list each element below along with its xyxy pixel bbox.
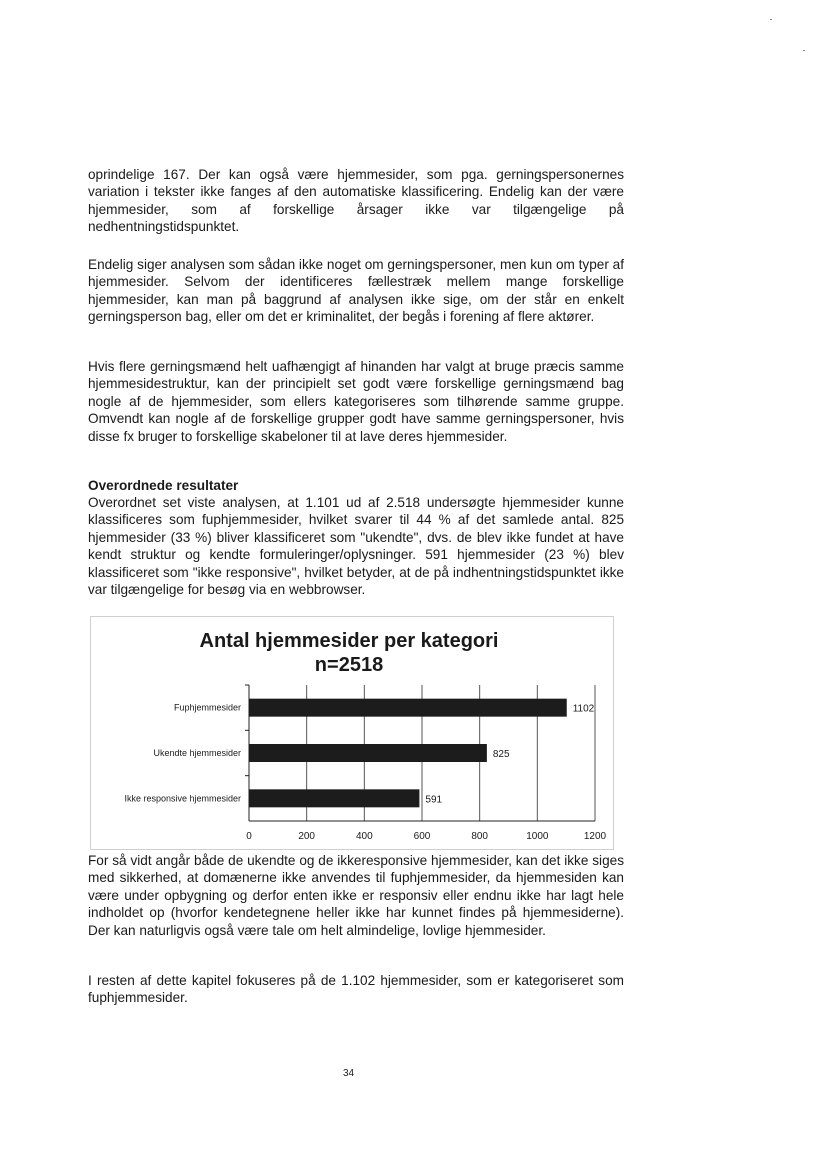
paragraph-text: Hvis flere gerningsmænd helt uafhængigt af hinanden har valgt at bruge præcis samme hjemmesidestruktur, kan der principielt set godt være forskellige gerningsmænd bag nogle af de hjemmesider, som ellers kategoriseres som tilhørende samme gruppe. Omvendt kan nogle af de forskellige grupper godt have samme gerningspersoner, hvis disse fx bruger to forskellige skabeloner til at lave deres hjemmesider.	[88, 359, 624, 444]
chart-title: Antal hjemmesider per kategori	[199, 630, 499, 652]
category-label: Fuphjemmesider	[173, 702, 241, 713]
bar-data-label: 1102	[572, 703, 595, 715]
chart-plot-area	[124, 685, 606, 842]
paragraph-3	[88, 358, 624, 445]
paragraph-text: For så vidt angår både de ukendte og de ikkeresponsive hjemmesider, kan det ikke siges med sikkerhed, at domænerne ikke anvendes til fuphjemmesider, da hjemmesiden kan være under opbygning og derfor enten ikke er responsiv eller endnu ikke har lagt hele indholdet op (hvorfor kendetegnene heller ikke har kunnet findes på hjemmesiderne). Der kan naturligvis også være tale om helt almindelige, lovlige hjemmesider.	[88, 853, 624, 938]
bar-data-label: 591	[425, 794, 443, 806]
category-label: Ukendte hjemmesider	[153, 748, 241, 758]
x-tick-label: 200	[298, 831, 316, 842]
chart-subtitle: n=2518	[314, 654, 384, 676]
x-tick-label: 800	[471, 831, 489, 842]
paragraph-text: oprindelige 167. Der kan også være hjemmesider, som pga. gerningspersonernes variation i tekster ikke fanges af den automatiske klassificering. Endelig kan der være hjemmesider, som af forskellige årsager ikke var tilgængelige på nedhentningstidspunktet.	[88, 167, 624, 235]
paragraph-2	[88, 256, 624, 326]
section-heading: Overordnede resultater	[88, 478, 239, 493]
page-number: 34	[343, 1068, 355, 1079]
chart-canvas	[91, 617, 613, 849]
bar	[249, 789, 419, 807]
x-tick-label: 400	[355, 831, 373, 842]
x-tick-label: 600	[413, 831, 431, 842]
paragraph-after-chart-2	[88, 972, 624, 1007]
category-label: Ikke responsive hjemmesider	[124, 793, 241, 804]
paragraph-text: Endelig siger analysen som sådan ikke noget om gerningspersoner, men kun om typer af hjemmesider. Selvom der identificeres fællestræk mellem mange forskellige hjemmesider, kan man på baggrund af analysen ikke sige, om der står en enkelt gerningsperson bag, eller om det er kriminalitet, der begås i forening af flere aktører.	[88, 257, 624, 325]
bar-chart	[90, 616, 614, 850]
x-tick-label: 0	[246, 831, 252, 842]
bar-data-label: 825	[492, 749, 510, 760]
results-paragraph	[88, 494, 624, 598]
x-tick-label: 1000	[526, 831, 549, 842]
paragraph-after-chart-1	[88, 852, 624, 939]
x-tick-label: 1200	[583, 831, 607, 842]
bar	[249, 699, 567, 717]
paragraph-text: Overordnet set viste analysen, at 1.101 ud af 2.518 undersøgte hjemmesider kunne klassificeres som fuphjemmesider, hvilket svarer til 44 % af det samlede antal. 825 hjemmesider (33 %) bliver klassificeret som "ukendte", dvs. de blev ikke fundet at have kendt struktur og kendte formuleringer/oplysninger. 591 hjemmesider (23 %) blev klassificeret som "ikke responsive", hvilket betyder, at de på indhentningstidspunktet ikke var tilgængelige for besøg via en webbrowser.	[88, 495, 624, 598]
bar	[249, 744, 487, 762]
scan-speck	[803, 50, 805, 51]
scan-speck	[770, 19, 772, 20]
paragraph-1	[88, 166, 624, 236]
paragraph-text: I resten af dette kapitel fokuseres på de 1.102 hjemmesider, som er kategoriseret som fuphjemmesider.	[88, 973, 624, 1006]
